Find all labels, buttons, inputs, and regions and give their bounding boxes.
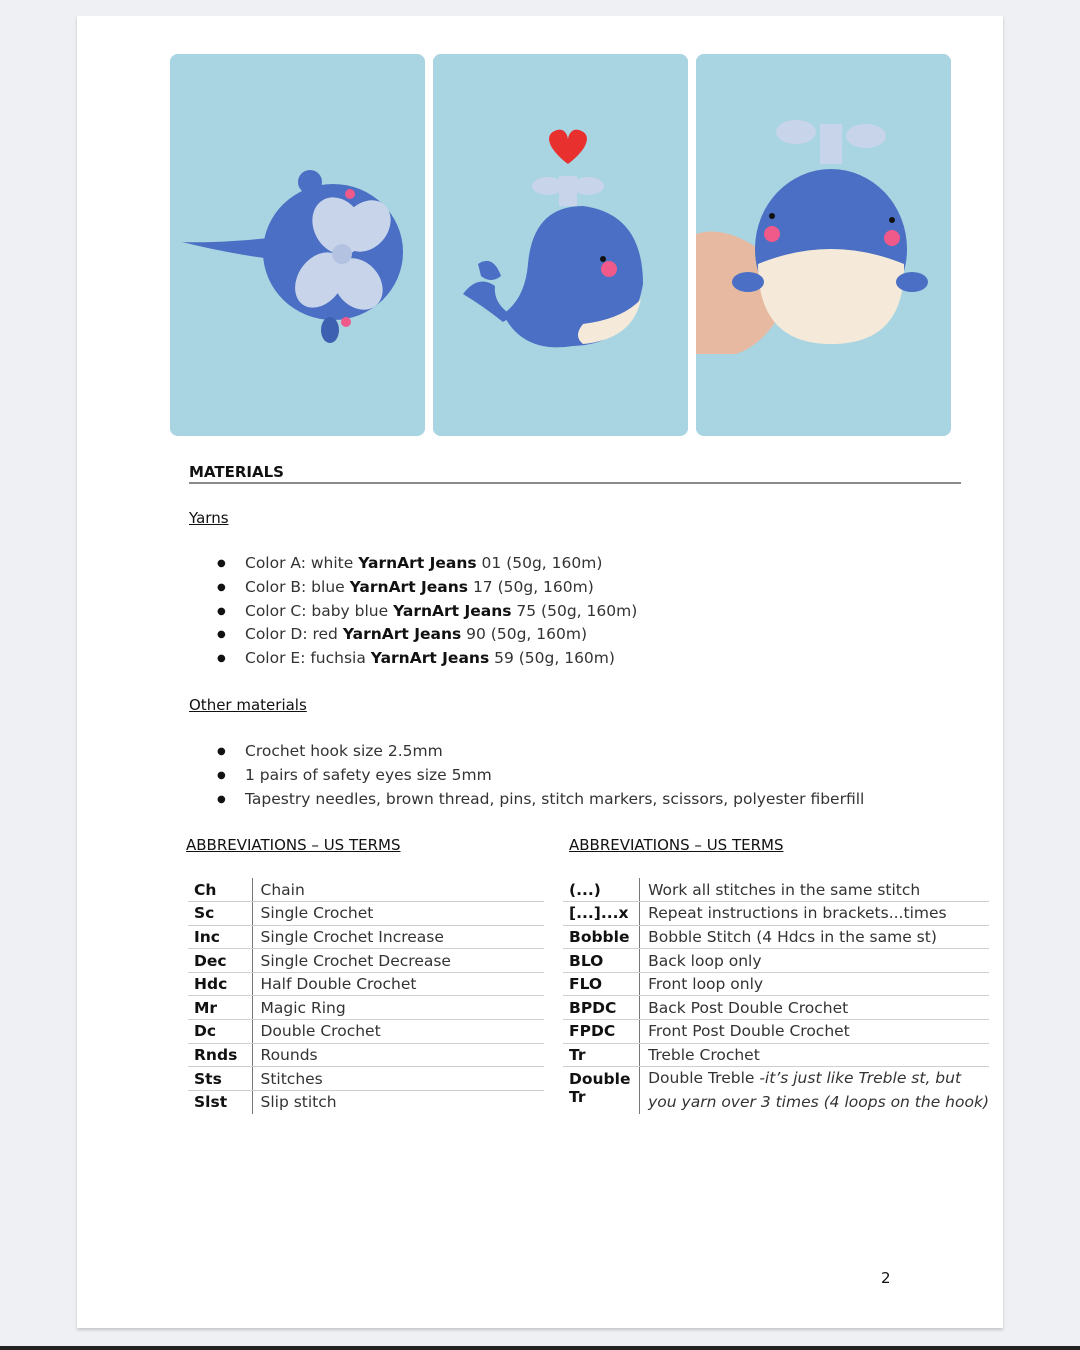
- abbreviations-table-right: [563, 878, 989, 1114]
- list-item: ● 1 pairs of safety eyes size 5mm: [217, 764, 864, 788]
- photo-strip: [170, 54, 952, 436]
- table-row: Hdc Half Double Crochet: [188, 972, 544, 996]
- table-row: Double Tr Double Treble -it’s just like Treble st, but you yarn over 3 times (4 loops on the hook): [563, 1067, 989, 1115]
- table-row: Dec Single Crochet Decrease: [188, 949, 544, 973]
- table-row: Ch Chain: [188, 878, 544, 902]
- table-row: Tr Treble Crochet: [563, 1043, 989, 1067]
- table-row: Sts Stitches: [188, 1067, 544, 1091]
- table-row: Rnds Rounds: [188, 1043, 544, 1067]
- table-row: [...]...x Repeat instructions in brackets...times: [563, 902, 989, 926]
- whale-with-heart-photo: [433, 54, 688, 436]
- table-row: (...) Work all stitches in the same stitch: [563, 878, 989, 902]
- table-row: FPDC Front Post Double Crochet: [563, 1020, 989, 1044]
- other-materials-list: [217, 740, 864, 811]
- abbreviations-table-left: [188, 878, 544, 1114]
- table-row: BLO Back loop only: [563, 949, 989, 973]
- table-row: Bobble Bobble Stitch (4 Hdcs in the same st): [563, 925, 989, 949]
- page-number: 2: [881, 1269, 891, 1287]
- table-row: FLO Front loop only: [563, 972, 989, 996]
- section-divider: [189, 482, 961, 484]
- materials-heading: MATERIALS: [189, 463, 284, 481]
- list-item: ● Color A: white YarnArt Jeans 01 (50g, 160m): [217, 552, 637, 576]
- yarn-list: [217, 552, 637, 671]
- abbreviations-heading-left: ABBREVIATIONS – US TERMS: [186, 836, 401, 854]
- abbreviations-heading-right: ABBREVIATIONS – US TERMS: [569, 836, 784, 854]
- yarns-subheading: Yarns: [189, 509, 229, 527]
- list-item: ● Crochet hook size 2.5mm: [217, 740, 864, 764]
- whale-in-hand-photo: [696, 54, 951, 436]
- list-item: ● Color C: baby blue YarnArt Jeans 75 (50g, 160m): [217, 600, 637, 624]
- table-row: Inc Single Crochet Increase: [188, 925, 544, 949]
- table-row: BPDC Back Post Double Crochet: [563, 996, 989, 1020]
- table-row: Dc Double Crochet: [188, 1020, 544, 1044]
- other-materials-subheading: Other materials: [189, 696, 307, 714]
- document-page: [77, 16, 1003, 1328]
- table-row: Slst Slip stitch: [188, 1090, 544, 1114]
- table-row: Sc Single Crochet: [188, 902, 544, 926]
- whale-top-view-photo: [170, 54, 425, 436]
- list-item: ● Color E: fuchsia YarnArt Jeans 59 (50g, 160m): [217, 647, 637, 671]
- list-item: ● Color D: red YarnArt Jeans 90 (50g, 160m): [217, 623, 637, 647]
- list-item: ● Tapestry needles, brown thread, pins, stitch markers, scissors, polyester fiberfill: [217, 788, 864, 812]
- list-item: ● Color B: blue YarnArt Jeans 17 (50g, 160m): [217, 576, 637, 600]
- bottom-edge-bar: [0, 1346, 1080, 1350]
- table-row: Mr Magic Ring: [188, 996, 544, 1020]
